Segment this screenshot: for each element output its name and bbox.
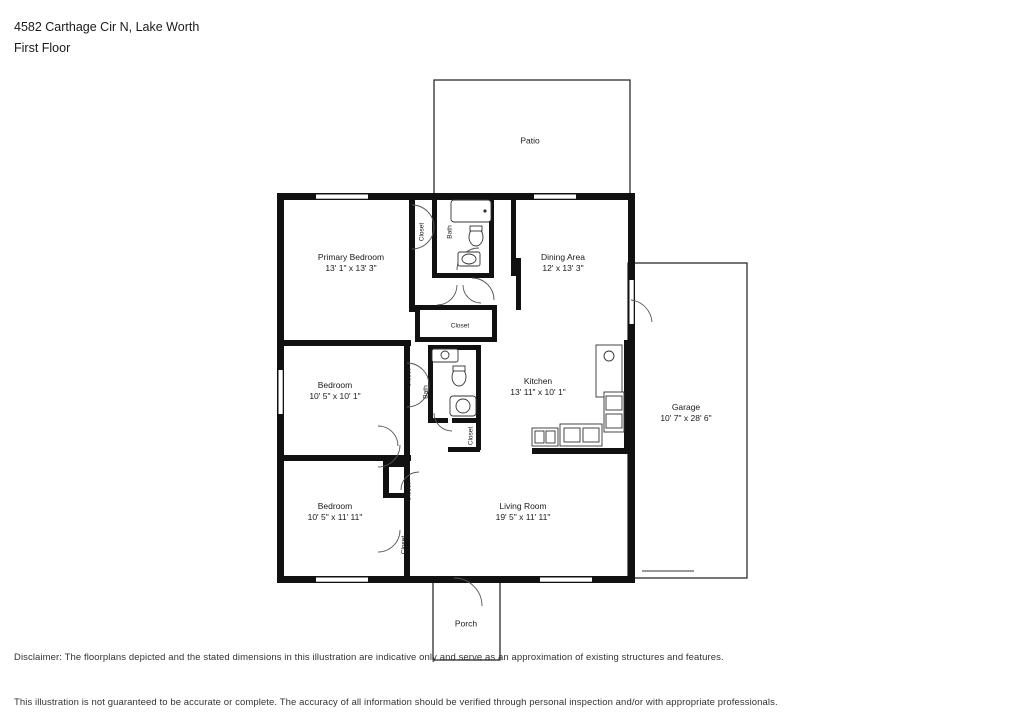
label-bath-hall: Bath — [422, 385, 430, 399]
label-closet-bedroom-upper: Closet — [405, 482, 413, 502]
room-label-garage: Garage 10' 7" x 28' 6" — [660, 402, 712, 423]
label-closet-bedroom-lower: Closet — [400, 535, 408, 555]
room-label-porch: Porch — [454, 618, 478, 629]
room-label-bedroom-lower: Bedroom 10' 5" x 11' 11" — [307, 501, 363, 522]
room-label-dining-area: Dining Area 12' x 13' 3" — [541, 252, 585, 273]
room-label-bedroom-left: Bedroom 10' 5" x 10' 1" — [309, 380, 361, 401]
label-closet-hall: Closet — [450, 322, 470, 330]
disclaimer-line-1: Disclaimer: The floorplans depicted and the stated dimensions in this illustration are indicative only and serve as an approximation of existing structures and features. — [14, 652, 724, 663]
room-label-primary-bedroom: Primary Bedroom 13' 1" x 13' 3" — [317, 252, 385, 273]
page-title: 4582 Carthage Cir N, Lake Worth — [14, 20, 200, 34]
room-label-patio: Patio — [520, 135, 540, 146]
room-label-living-room: Living Room 19' 5" x 11' 11" — [495, 501, 551, 522]
label-closet-kitchen: Closet — [467, 426, 475, 446]
label-bath-primary: Bath — [446, 225, 454, 239]
room-label-kitchen: Kitchen 13' 11" x 10' 1" — [510, 376, 566, 397]
floor-subtitle: First Floor — [14, 41, 71, 55]
label-closet-bedroom-left: Closet — [405, 368, 413, 388]
disclaimer-line-2: This illustration is not guaranteed to be accurate or complete. The accuracy of all information should be verified through personal inspection and/or with appropriate professionals. — [14, 697, 778, 708]
label-closet-primary-bedroom: Closet — [418, 222, 426, 242]
